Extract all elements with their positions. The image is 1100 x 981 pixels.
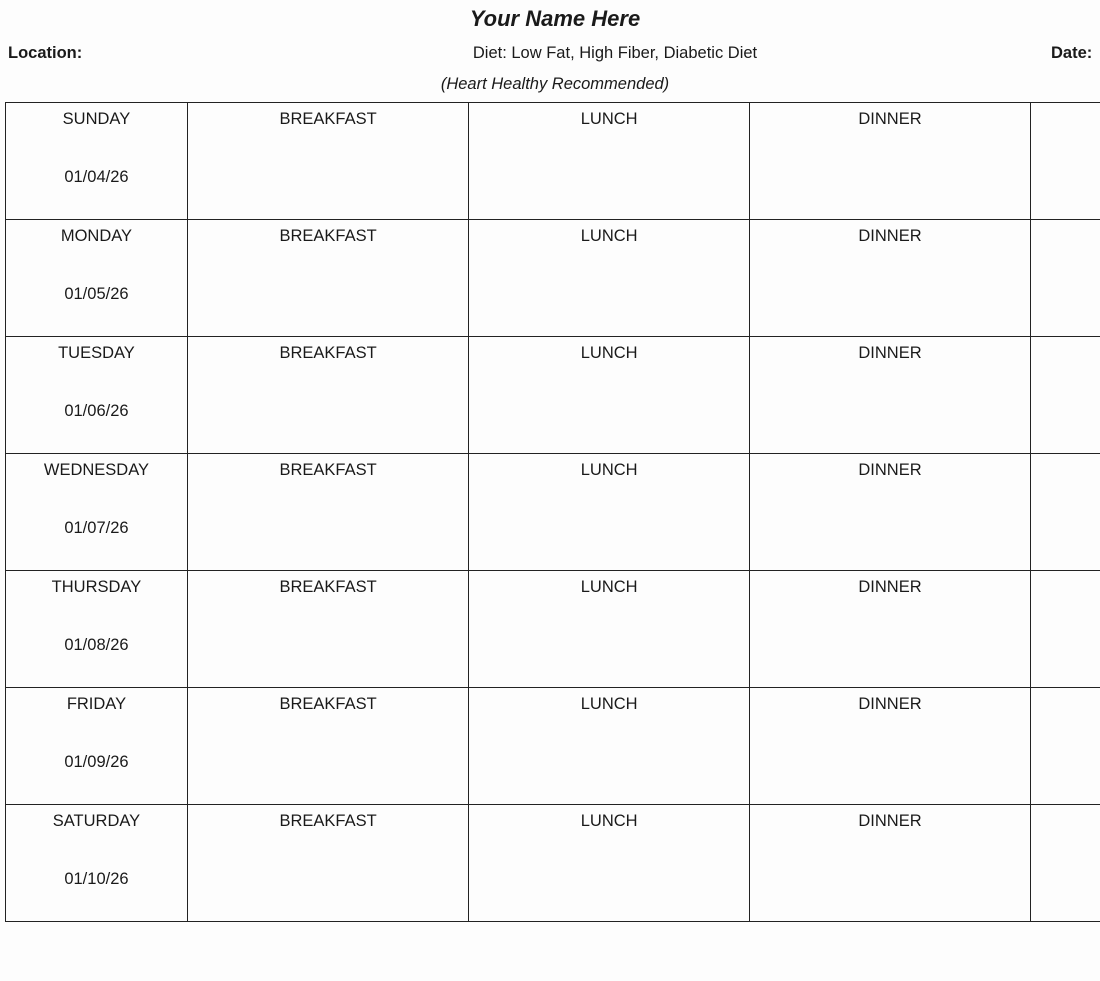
extra-cell[interactable] — [1030, 454, 1100, 571]
meal-label: DINNER — [858, 461, 922, 479]
day-cell — [6, 220, 188, 337]
meal-label: DINNER — [858, 227, 922, 245]
meal-cell-dinner[interactable] — [750, 337, 1031, 454]
extra-cell[interactable] — [1030, 103, 1100, 220]
meal-cell-dinner[interactable] — [750, 571, 1031, 688]
meal-cell-dinner[interactable] — [750, 688, 1031, 805]
meal-label: BREAKFAST — [279, 227, 377, 245]
day-cell — [6, 454, 188, 571]
day-name: THURSDAY — [51, 578, 142, 596]
meal-cell-breakfast[interactable] — [187, 571, 468, 688]
extra-cell[interactable] — [1030, 688, 1100, 805]
meal-label: DINNER — [858, 812, 922, 830]
meal-cell-breakfast[interactable] — [187, 805, 468, 922]
meal-label: LUNCH — [580, 578, 638, 596]
page-title: Your Name Here — [469, 6, 641, 31]
meal-label: BREAKFAST — [279, 344, 377, 362]
extra-cell[interactable] — [1030, 571, 1100, 688]
extra-cell[interactable] — [1030, 805, 1100, 922]
day-date: 01/04/26 — [64, 168, 129, 186]
meal-label: DINNER — [858, 695, 922, 713]
day-row-thursday — [6, 571, 1100, 688]
meal-plan-table — [5, 102, 1100, 922]
meal-cell-breakfast[interactable] — [187, 220, 468, 337]
location-label: Location: — [8, 44, 83, 62]
date-label: Date: — [1051, 44, 1093, 62]
meal-label: LUNCH — [580, 695, 638, 713]
day-name: SATURDAY — [52, 812, 141, 830]
day-cell — [6, 337, 188, 454]
meal-cell-lunch[interactable] — [469, 337, 750, 454]
day-name: WEDNESDAY — [43, 461, 150, 479]
day-name: MONDAY — [60, 227, 133, 245]
meal-cell-breakfast[interactable] — [187, 688, 468, 805]
day-row-sunday — [6, 103, 1100, 220]
day-date: 01/05/26 — [64, 285, 129, 303]
day-name: FRIDAY — [66, 695, 127, 713]
meal-label: LUNCH — [580, 812, 638, 830]
meal-cell-breakfast[interactable] — [187, 337, 468, 454]
meal-cell-breakfast[interactable] — [187, 103, 468, 220]
meal-label: BREAKFAST — [279, 461, 377, 479]
day-date: 01/10/26 — [64, 870, 129, 888]
meal-cell-dinner[interactable] — [750, 454, 1031, 571]
meal-label: DINNER — [858, 578, 922, 596]
meal-label: BREAKFAST — [279, 695, 377, 713]
meal-label: DINNER — [858, 344, 922, 362]
meal-cell-dinner[interactable] — [750, 220, 1031, 337]
meal-label: BREAKFAST — [279, 812, 377, 830]
meal-cell-dinner[interactable] — [750, 103, 1031, 220]
day-date: 01/06/26 — [64, 402, 129, 420]
day-cell — [6, 688, 188, 805]
meal-label: BREAKFAST — [279, 110, 377, 128]
diet-description: Diet: Low Fat, High Fiber, Diabetic Diet — [472, 44, 758, 62]
day-date: 01/09/26 — [64, 753, 129, 771]
meal-label: DINNER — [858, 110, 922, 128]
day-row-friday — [6, 688, 1100, 805]
extra-cell[interactable] — [1030, 337, 1100, 454]
day-date: 01/07/26 — [64, 519, 129, 537]
extra-cell[interactable] — [1030, 220, 1100, 337]
day-cell — [6, 103, 188, 220]
day-row-monday — [6, 220, 1100, 337]
meal-cell-dinner[interactable] — [750, 805, 1031, 922]
meal-label: LUNCH — [580, 227, 638, 245]
day-row-tuesday — [6, 337, 1100, 454]
day-cell — [6, 571, 188, 688]
day-name: TUESDAY — [58, 344, 135, 362]
day-row-wednesday — [6, 454, 1100, 571]
day-cell — [6, 805, 188, 922]
meal-cell-lunch[interactable] — [469, 220, 750, 337]
meal-cell-lunch[interactable] — [469, 103, 750, 220]
diet-note: (Heart Healthy Recommended) — [440, 75, 670, 93]
meal-cell-breakfast[interactable] — [187, 454, 468, 571]
meal-cell-lunch[interactable] — [469, 688, 750, 805]
day-name: SUNDAY — [62, 110, 131, 128]
meal-cell-lunch[interactable] — [469, 805, 750, 922]
meal-cell-lunch[interactable] — [469, 571, 750, 688]
day-date: 01/08/26 — [64, 636, 129, 654]
meal-label: LUNCH — [580, 461, 638, 479]
meal-label: LUNCH — [580, 344, 638, 362]
day-row-saturday — [6, 805, 1100, 922]
meal-cell-lunch[interactable] — [469, 454, 750, 571]
meal-label: LUNCH — [580, 110, 638, 128]
meal-label: BREAKFAST — [279, 578, 377, 596]
